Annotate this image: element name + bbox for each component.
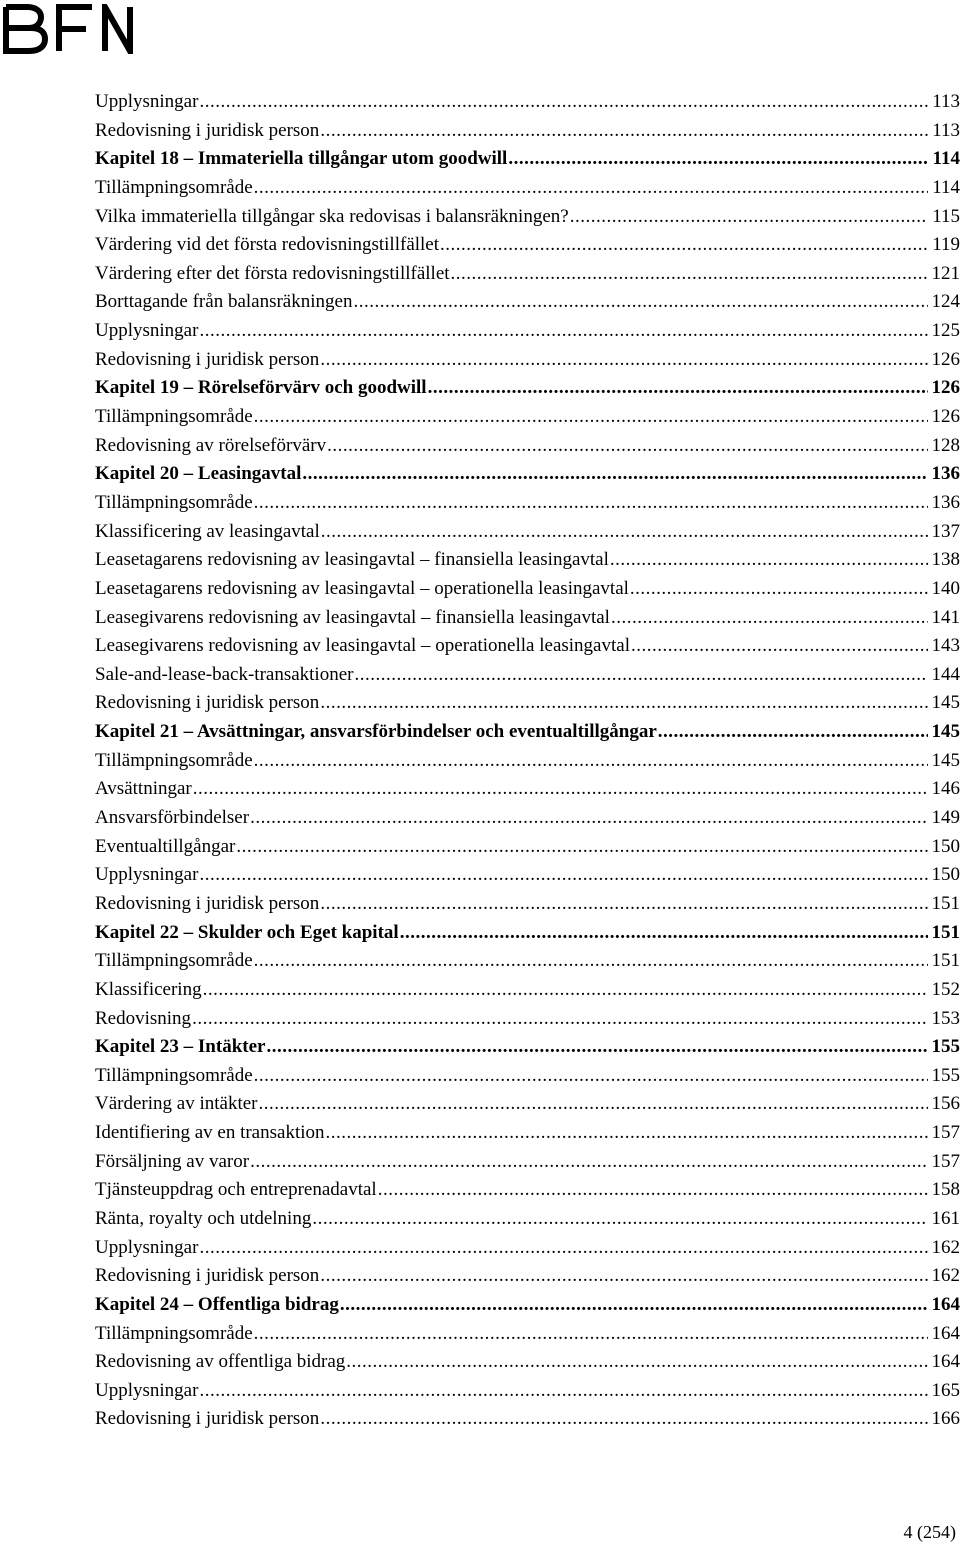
toc-dot-leader [250, 1148, 927, 1177]
toc-entry-title: Tillämpningsområde [95, 749, 253, 771]
toc-entry-title: Försäljning av varor [95, 1150, 250, 1172]
toc-entry-page: 145 [931, 692, 960, 714]
toc-entry[interactable] [95, 1234, 960, 1263]
toc-entry-page: 136 [931, 463, 960, 485]
toc-entry-page: 151 [931, 950, 960, 972]
toc-chapter-entry[interactable] [95, 1033, 960, 1062]
toc-entry-title: Eventualtillgångar [95, 835, 236, 857]
toc-entry-title: Leasegivarens redovisning av leasingavtal – finansiella leasingavtal [95, 606, 610, 628]
toc-entry-title: Ränta, royalty och utdelning [95, 1207, 312, 1229]
toc-entry-page: 157 [931, 1150, 960, 1172]
toc-entry-page: 125 [931, 320, 960, 342]
toc-entry-page: 126 [931, 406, 960, 428]
toc-entry[interactable] [95, 203, 960, 232]
toc-dot-leader [320, 689, 927, 718]
toc-dot-leader [320, 1262, 927, 1291]
toc-dot-leader [199, 1377, 927, 1406]
toc-entry[interactable] [95, 632, 960, 661]
toc-dot-leader [236, 833, 927, 862]
toc-entry-page: 143 [931, 635, 960, 657]
toc-entry[interactable] [95, 317, 960, 346]
toc-chapter-entry[interactable] [95, 374, 960, 403]
toc-entry-page: 149 [931, 807, 960, 829]
toc-entry[interactable] [95, 1377, 960, 1406]
toc-entry-page: 155 [931, 1064, 960, 1086]
toc-entry-title: Upplysningar [95, 1236, 199, 1258]
toc-entry-title: Sale-and-lease-back-transaktioner [95, 663, 354, 685]
toc-entry-page: 137 [931, 520, 960, 542]
toc-dot-leader [250, 804, 927, 833]
toc-entry[interactable] [95, 689, 960, 718]
toc-entry[interactable] [95, 403, 960, 432]
toc-entry[interactable] [95, 575, 960, 604]
toc-entry-title: Kapitel 24 – Offentliga bidrag [95, 1293, 339, 1315]
toc-entry[interactable] [95, 1119, 960, 1148]
toc-entry[interactable] [95, 747, 960, 776]
toc-entry-title: Redovisning av offentliga bidrag [95, 1351, 346, 1373]
toc-entry[interactable] [95, 518, 960, 547]
table-of-contents [95, 88, 960, 1434]
toc-chapter-entry[interactable] [95, 718, 960, 747]
toc-entry-title: Vilka immateriella tillgångar ska redovisas i balansräkningen? [95, 205, 569, 227]
toc-dot-leader [192, 1005, 927, 1034]
toc-entry-title: Redovisning i juridisk person [95, 1408, 320, 1430]
toc-entry[interactable] [95, 604, 960, 633]
toc-entry-title: Värdering vid det första redovisningstillfället [95, 234, 440, 256]
toc-entry-title: Redovisning i juridisk person [95, 1265, 320, 1287]
toc-dot-leader [353, 288, 927, 317]
toc-entry-page: 136 [931, 491, 960, 513]
toc-entry-page: 119 [932, 234, 960, 256]
bfn-logo [2, 4, 136, 54]
toc-entry-title: Kapitel 19 – Rörelseförvärv och goodwill [95, 377, 427, 399]
toc-chapter-entry[interactable] [95, 919, 960, 948]
toc-dot-leader [378, 1176, 928, 1205]
toc-entry-title: Upplysningar [95, 320, 199, 342]
toc-entry-title: Kapitel 21 – Avsättningar, ansvarsförbindelser och eventualtillgångar [95, 721, 657, 743]
toc-dot-leader [320, 890, 927, 919]
toc-entry[interactable] [95, 1176, 960, 1205]
toc-entry-title: Redovisning i juridisk person [95, 892, 320, 914]
toc-entry-title: Värdering av intäkter [95, 1093, 258, 1115]
toc-dot-leader [199, 317, 927, 346]
toc-entry-title: Redovisning av rörelseförvärv [95, 434, 327, 456]
toc-entry-page: 121 [931, 262, 960, 284]
toc-dot-leader [254, 747, 928, 776]
toc-entry-page: 162 [931, 1236, 960, 1258]
toc-dot-leader [631, 632, 928, 661]
toc-entry-title: Värdering efter det första redovisningstillfället [95, 262, 450, 284]
toc-entry-title: Redovisning i juridisk person [95, 119, 320, 141]
toc-dot-leader [320, 346, 927, 375]
toc-entry[interactable] [95, 346, 960, 375]
toc-entry-page: 152 [931, 978, 960, 1000]
toc-entry-page: 162 [931, 1265, 960, 1287]
toc-dot-leader [203, 976, 928, 1005]
toc-dot-leader [199, 861, 927, 890]
toc-entry[interactable] [95, 1320, 960, 1349]
toc-dot-leader [428, 374, 928, 403]
toc-entry-page: 150 [931, 864, 960, 886]
toc-entry-title: Tillämpningsområde [95, 950, 253, 972]
toc-dot-leader [346, 1348, 927, 1377]
toc-entry-title: Redovisning [95, 1007, 192, 1029]
toc-entry-page: 140 [931, 577, 960, 599]
toc-entry-title: Kapitel 18 – Immateriella tillgångar utom goodwill [95, 148, 508, 170]
toc-dot-leader [254, 403, 928, 432]
toc-dot-leader [312, 1205, 927, 1234]
toc-entry-title: Kapitel 23 – Intäkter [95, 1036, 266, 1058]
toc-entry[interactable] [95, 804, 960, 833]
toc-dot-leader [199, 1234, 927, 1263]
toc-entry-title: Kapitel 20 – Leasingavtal [95, 463, 302, 485]
toc-entry-title: Upplysningar [95, 864, 199, 886]
toc-entry[interactable] [95, 1005, 960, 1034]
toc-entry-page: 151 [931, 921, 960, 943]
toc-entry[interactable] [95, 1090, 960, 1119]
toc-dot-leader [451, 260, 928, 289]
toc-entry-title: Tillämpningsområde [95, 406, 253, 428]
toc-chapter-entry[interactable] [95, 145, 960, 174]
toc-entry-page: 161 [931, 1207, 960, 1229]
toc-dot-leader [320, 1405, 927, 1434]
toc-dot-leader [266, 1033, 927, 1062]
toc-dot-leader [630, 575, 928, 604]
toc-entry-page: 150 [931, 835, 960, 857]
toc-entry[interactable] [95, 1262, 960, 1291]
toc-entry-page: 155 [931, 1036, 960, 1058]
toc-dot-leader [320, 117, 928, 146]
toc-entry-page: 145 [931, 749, 960, 771]
toc-entry-page: 145 [931, 721, 960, 743]
toc-entry[interactable] [95, 288, 960, 317]
toc-entry[interactable] [95, 775, 960, 804]
toc-dot-leader [254, 1320, 928, 1349]
toc-entry[interactable] [95, 117, 960, 146]
toc-entry-title: Upplysningar [95, 91, 199, 112]
toc-dot-leader [611, 604, 928, 633]
toc-entry-page: 141 [931, 606, 960, 628]
page-number: 4 (254) [903, 1522, 956, 1542]
toc-entry-page: 158 [931, 1179, 960, 1201]
toc-entry-page: 115 [932, 205, 960, 227]
toc-entry-title: Tjänsteuppdrag och entreprenadavtal [95, 1179, 377, 1201]
toc-entry[interactable] [95, 976, 960, 1005]
toc-dot-leader [254, 489, 928, 518]
toc-dot-leader [340, 1291, 928, 1320]
toc-entry-page: 126 [931, 348, 960, 370]
toc-entry-page: 156 [931, 1093, 960, 1115]
toc-entry-page: 166 [931, 1408, 960, 1430]
toc-dot-leader [302, 460, 927, 489]
toc-entry-title: Borttagande från balansräkningen [95, 291, 353, 313]
toc-entry[interactable] [95, 947, 960, 976]
toc-entry-page: 157 [931, 1122, 960, 1144]
toc-entry-page: 164 [931, 1351, 960, 1373]
toc-entry-page: 114 [932, 148, 960, 170]
toc-entry-page: 164 [931, 1293, 960, 1315]
toc-entry-page: 151 [931, 892, 960, 914]
toc-entry[interactable] [95, 890, 960, 919]
toc-entry-title: Klassificering [95, 978, 202, 1000]
toc-entry-title: Leasetagarens redovisning av leasingavtal – operationella leasingavtal [95, 577, 629, 599]
toc-entry[interactable] [95, 1405, 960, 1434]
toc-dot-leader [199, 88, 928, 117]
toc-entry-title: Upplysningar [95, 1379, 199, 1401]
toc-entry-page: 124 [931, 291, 960, 313]
toc-dot-leader [400, 919, 928, 948]
toc-dot-leader [193, 775, 928, 804]
toc-dot-leader [354, 661, 927, 690]
toc-entry[interactable] [95, 489, 960, 518]
toc-entry[interactable] [95, 1062, 960, 1091]
toc-entry-page: 165 [931, 1379, 960, 1401]
toc-chapter-entry[interactable] [95, 1291, 960, 1320]
toc-entry[interactable] [95, 1148, 960, 1177]
toc-entry-title: Tillämpningsområde [95, 1064, 253, 1086]
toc-entry-title: Leasetagarens redovisning av leasingavtal – finansiella leasingavtal [95, 549, 609, 571]
toc-dot-leader [440, 231, 928, 260]
toc-entry-page: 113 [932, 91, 960, 112]
toc-dot-leader [254, 174, 929, 203]
toc-entry-title: Tillämpningsområde [95, 1322, 253, 1344]
toc-entry-page: 114 [932, 176, 960, 198]
toc-entry-page: 146 [931, 778, 960, 800]
toc-entry[interactable] [95, 260, 960, 289]
toc-dot-leader [658, 718, 928, 747]
toc-entry-title: Avsättningar [95, 778, 192, 800]
toc-entry[interactable] [95, 661, 960, 690]
toc-entry-title: Kapitel 22 – Skulder och Eget kapital [95, 921, 399, 943]
toc-dot-leader [321, 518, 928, 547]
toc-entry[interactable] [95, 88, 960, 117]
toc-dot-leader [254, 1062, 928, 1091]
toc-entry-title: Redovisning i juridisk person [95, 348, 320, 370]
toc-entry[interactable] [95, 174, 960, 203]
toc-entry-page: 144 [931, 663, 960, 685]
toc-entry-title: Tillämpningsområde [95, 491, 253, 513]
toc-dot-leader [570, 203, 929, 232]
toc-entry[interactable] [95, 546, 960, 575]
toc-dot-leader [254, 947, 928, 976]
toc-entry-title: Ansvarsförbindelser [95, 807, 250, 829]
toc-dot-leader [327, 432, 927, 461]
toc-entry-page: 164 [931, 1322, 960, 1344]
toc-entry-page: 128 [931, 434, 960, 456]
toc-entry[interactable] [95, 1205, 960, 1234]
toc-entry-page: 138 [931, 549, 960, 571]
toc-dot-leader [326, 1119, 928, 1148]
toc-entry[interactable] [95, 432, 960, 461]
toc-entry-title: Klassificering av leasingavtal [95, 520, 320, 542]
toc-entry-title: Redovisning i juridisk person [95, 692, 320, 714]
toc-entry-page: 153 [931, 1007, 960, 1029]
toc-entry-title: Tillämpningsområde [95, 176, 253, 198]
toc-entry[interactable] [95, 231, 960, 260]
toc-entry[interactable] [95, 1348, 960, 1377]
toc-entry-title: Leasegivarens redovisning av leasingavtal – operationella leasingavtal [95, 635, 630, 657]
toc-chapter-entry[interactable] [95, 460, 960, 489]
toc-entry[interactable] [95, 833, 960, 862]
toc-dot-leader [258, 1090, 927, 1119]
toc-entry-title: Identifiering av en transaktion [95, 1122, 325, 1144]
toc-entry-page: 113 [932, 119, 960, 141]
toc-entry[interactable] [95, 861, 960, 890]
toc-entry-page: 126 [931, 377, 960, 399]
toc-dot-leader [508, 145, 928, 174]
toc-dot-leader [610, 546, 928, 575]
